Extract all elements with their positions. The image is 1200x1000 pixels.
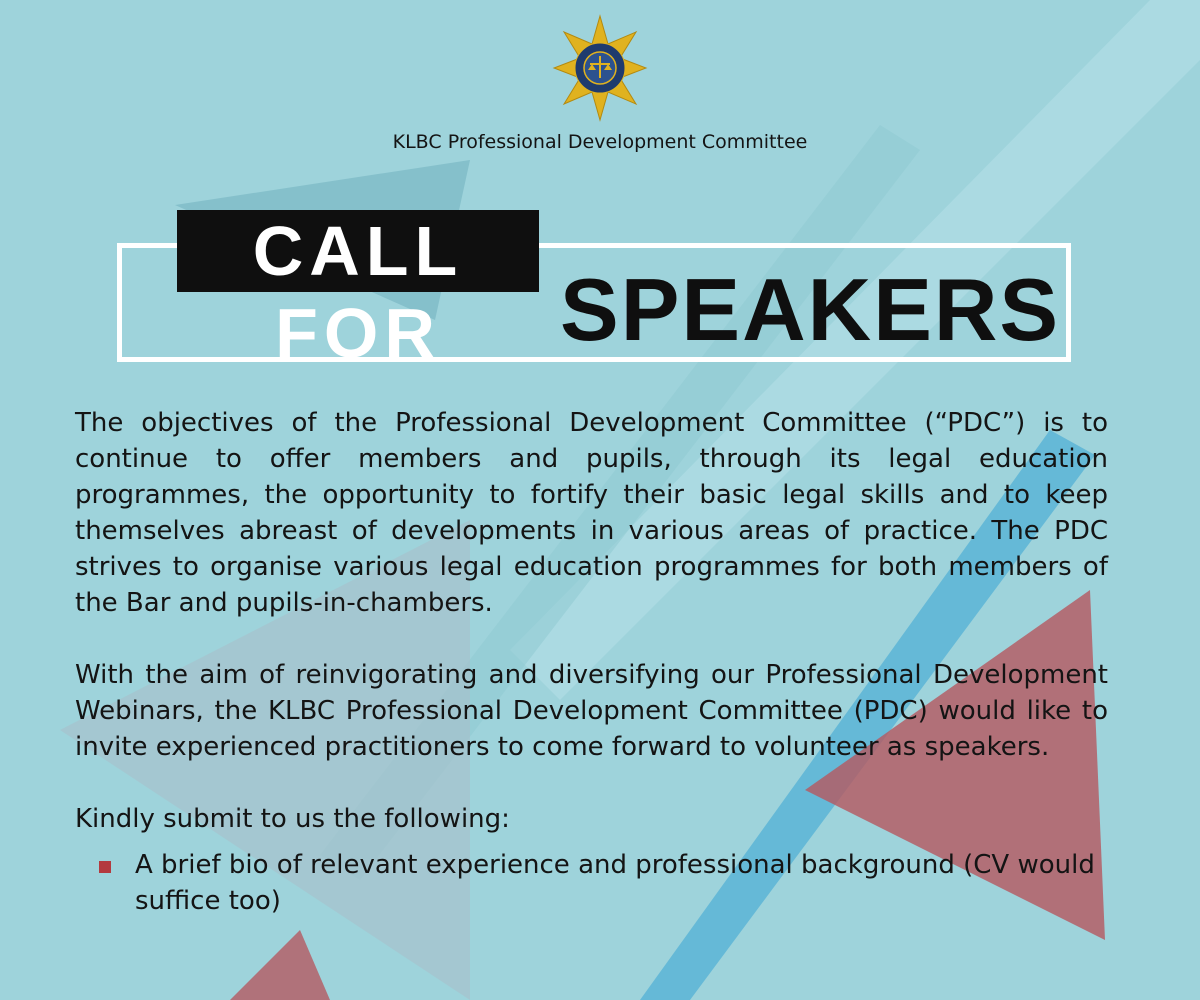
title-call-for: CALL FOR	[177, 210, 539, 292]
list-item-text: A brief bio of relevant experience and professional background (CV would suffice too)	[135, 850, 1095, 916]
invitation-paragraph: With the aim of reinvigorating and diversifying our Professional Development Webinars, the KLBC Professional Development Committee (PDC) would like to invite experienced practitioners to come forward to volunteer as speakers.	[75, 660, 1108, 762]
body-text	[75, 405, 1108, 919]
bullet-icon	[99, 861, 111, 873]
title-speakers: SPEAKERS	[560, 260, 1061, 359]
committee-name: KLBC Professional Development Committee	[392, 131, 808, 153]
requirements-list	[75, 847, 1108, 919]
submit-intro: Kindly submit to us the following:	[75, 804, 510, 834]
red-triangle-bottom	[230, 930, 330, 1000]
objectives-paragraph: The objectives of the Professional Development Committee (“PDC”) is to continue to offer members and pupils, through its legal education programmes, the opportunity to fortify their basic legal skills and to keep themselves abreast of developments in various areas of practice. The PDC strives to organise various legal education programmes for both members of the Bar and pupils-in-chambers.	[75, 408, 1108, 618]
list-item	[75, 847, 1108, 919]
bar-malaysia-logo	[550, 12, 650, 130]
